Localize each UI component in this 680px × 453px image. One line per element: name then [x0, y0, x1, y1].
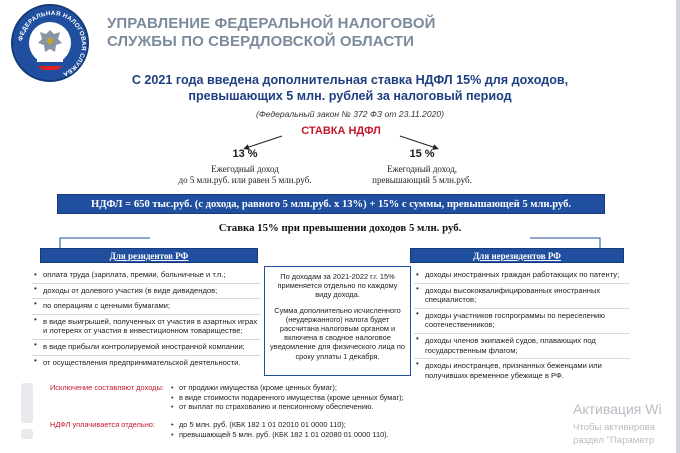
list-item: • доходы высококвалифицированных иностранных специалистов;	[414, 283, 630, 305]
list-item: • доходы участников госпрограммы по переселению соотечественников;	[414, 308, 630, 330]
arrow-right	[400, 136, 436, 148]
list-item: • доходы членов экипажей судов, плавающих под государственным флагом;	[414, 333, 630, 355]
activation-watermark-text	[573, 421, 655, 447]
rates-title: СТАВКА НДФЛ	[301, 125, 381, 137]
headline	[60, 72, 640, 104]
headline-line-2: превышающих 5 млн. рублей за налоговый период	[188, 89, 512, 103]
law-reference: (Федеральный закон № 372 ФЗ от 23.11.2020)	[255, 109, 445, 119]
exclamation-icon	[18, 383, 36, 443]
payment-label: НДФЛ уплачивается отдельно:	[50, 420, 155, 429]
rate-15-desc-line-2: превышающий 5 млн.руб.	[372, 175, 472, 185]
list-item: • в виде выигрышей, полученных от участия в азартных играх и лотереях от участия в инвестиционном товариществе;	[32, 314, 260, 336]
list-item: • в виде стоимости подаренного имущества (кроме ценных бумаг);	[170, 393, 440, 403]
residents-header: Для резидентов РФ	[40, 248, 258, 263]
activation-watermark-title: Активация Wi	[573, 401, 662, 417]
tricolor-flag-icon	[37, 58, 63, 70]
center-info-para-2: Сумма дополнительно исчисленного (неудержанного) налога будет рассчитана налоговым органом и включена в сводное налоговое уведомление для физического лица по сроку уплаты 1 декабря.	[270, 305, 405, 361]
window-edge	[676, 0, 680, 453]
rate-15-desc-line-1: Ежегодный доход,	[387, 164, 457, 174]
payment-list	[170, 420, 450, 439]
org-title: УПРАВЛЕНИЕ ФЕДЕРАЛЬНОЙ НАЛОГОВОЙ СЛУЖБЫ ПО СВЕРДЛОВСКОЙ ОБЛАСТИ	[107, 15, 436, 50]
rate-13-desc-line-1: Ежегодный доход	[211, 164, 279, 174]
list-item: • по операциям с ценными бумагами;	[32, 298, 260, 311]
fns-emblem-logo	[11, 4, 89, 82]
emblem-ring-text: ФЕДЕРАЛЬНАЯ НАЛОГОВАЯ СЛУЖБА	[17, 9, 88, 78]
list-item: • от выплат по страхованию и пенсионному обеспечению.	[170, 402, 440, 412]
list-item: • доходы от долевого участия (в виде дивидендов;	[32, 283, 260, 296]
headline-line-1: С 2021 года введена дополнительная ставка НДФЛ 15% для доходов,	[131, 73, 569, 87]
rate-13-desc	[150, 164, 340, 186]
nonresidents-list	[414, 270, 630, 383]
exceptions-label: Исключение составляют доходы:	[50, 383, 164, 392]
list-item: • от продажи имущества (кроме ценных бумаг);	[170, 383, 440, 393]
list-item: • оплата труда (зарплата, премии, больничные и т.п.;	[32, 270, 260, 280]
threshold-heading: Ставка 15% при превышении доходов 5 млн. руб.	[218, 222, 462, 234]
list-item: • доходы иностранцев, признанных беженцами или получивших временное убежище в РФ.	[414, 358, 630, 380]
activation-watermark-line-2: Чтобы активирова	[573, 422, 655, 433]
nonresidents-header: Для нерезидентов РФ	[410, 248, 624, 263]
activation-watermark-line-3: раздел "Параметр	[573, 435, 655, 446]
residents-list	[32, 270, 260, 370]
list-item: • до 5 млн. руб. (КБК 182 1 01 02010 01 0000 110);	[170, 420, 450, 430]
list-item: • в виде прибыли контролируемой иностранной компании;	[32, 339, 260, 352]
rate-13: 13 %	[232, 148, 258, 160]
list-item: • доходы иностранных граждан работающих по патенту;	[414, 270, 630, 280]
rate-13-desc-line-2: до 5 млн.руб. или равен 5 млн.руб.	[178, 175, 312, 185]
formula-banner: НДФЛ = 650 тыс.руб. (с дохода, равного 5 млн.руб. х 13%) + 15% с суммы, превышающей 5 млн.руб.	[57, 194, 605, 214]
rate-15-desc	[347, 164, 497, 186]
center-info-box	[264, 266, 411, 376]
arrow-left	[246, 136, 282, 148]
rate-15: 15 %	[409, 148, 435, 160]
exceptions-list	[170, 383, 440, 412]
center-info-para-1: По доходам за 2021-2022 г.г. 15% применяется отдельно по каждому виду дохода.	[277, 272, 398, 300]
list-item: • от осуществления предпринимательской деятельности.	[32, 355, 260, 368]
list-item: • превышающей 5 млн. руб. (КБК 182 1 01 02080 01 0000 110).	[170, 430, 450, 440]
